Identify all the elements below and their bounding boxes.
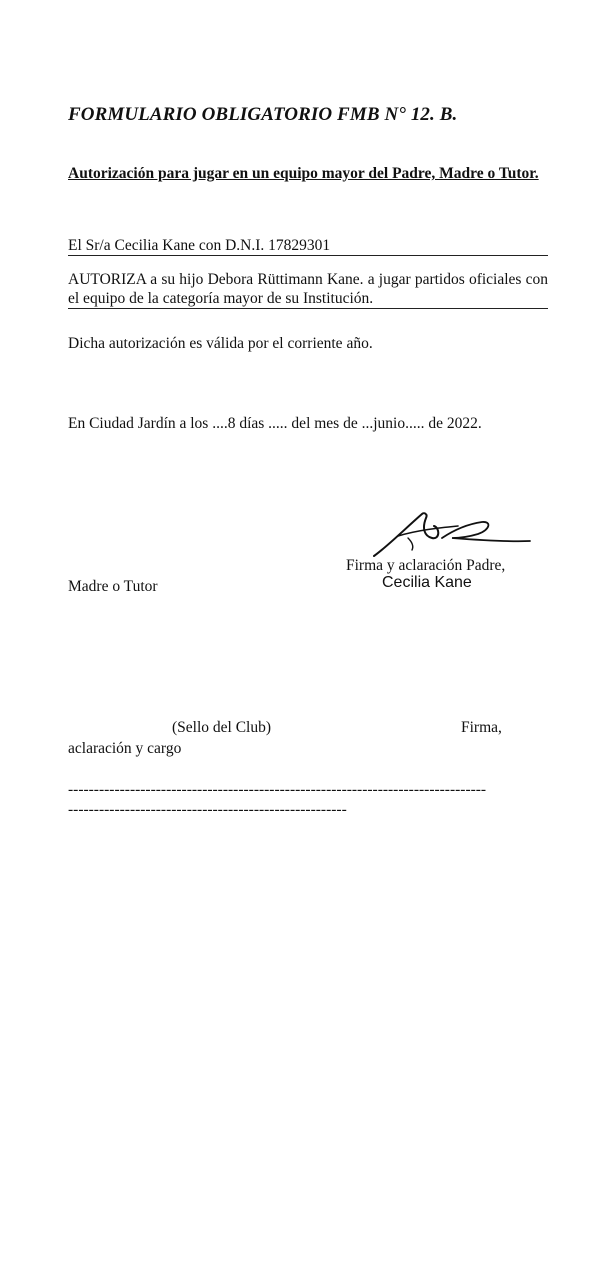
form-title: FORMULARIO OBLIGATORIO FMB N° 12. B. — [68, 104, 458, 125]
separator-line-1: --------------------------------------------------------------------------------- — [68, 781, 487, 798]
validity-text: Dicha autorización es válida por el corriente año. — [68, 335, 373, 352]
place-date-text: En Ciudad Jardín a los ....8 días ..... del mes de ...junio..... de 2022. — [68, 415, 482, 432]
separator-line-2: ------------------------------------------------------ — [68, 801, 347, 818]
tutor-label: Madre o Tutor — [68, 578, 158, 595]
club-sign-label-cont: aclaración y cargo — [68, 740, 182, 757]
handwritten-signature — [368, 508, 536, 562]
authorization-underline — [68, 308, 548, 309]
authorization-text: AUTORIZA a su hijo Debora Rüttimann Kane. a jugar partidos oficiales con el equipo de la categoría mayor de su Institución. — [68, 271, 548, 307]
signature-name: Cecilia Kane — [382, 574, 472, 591]
guardian-underline — [68, 255, 548, 256]
club-seal-label: (Sello del Club) — [172, 719, 272, 736]
club-sign-label: Firma, — [461, 719, 502, 736]
form-subtitle: Autorización para jugar en un equipo mayor del Padre, Madre o Tutor. — [68, 165, 539, 182]
signature-caption: Firma y aclaración Padre, — [346, 557, 506, 574]
guardian-line: El Sr/a Cecilia Kane con D.N.I. 17829301 — [68, 237, 331, 254]
